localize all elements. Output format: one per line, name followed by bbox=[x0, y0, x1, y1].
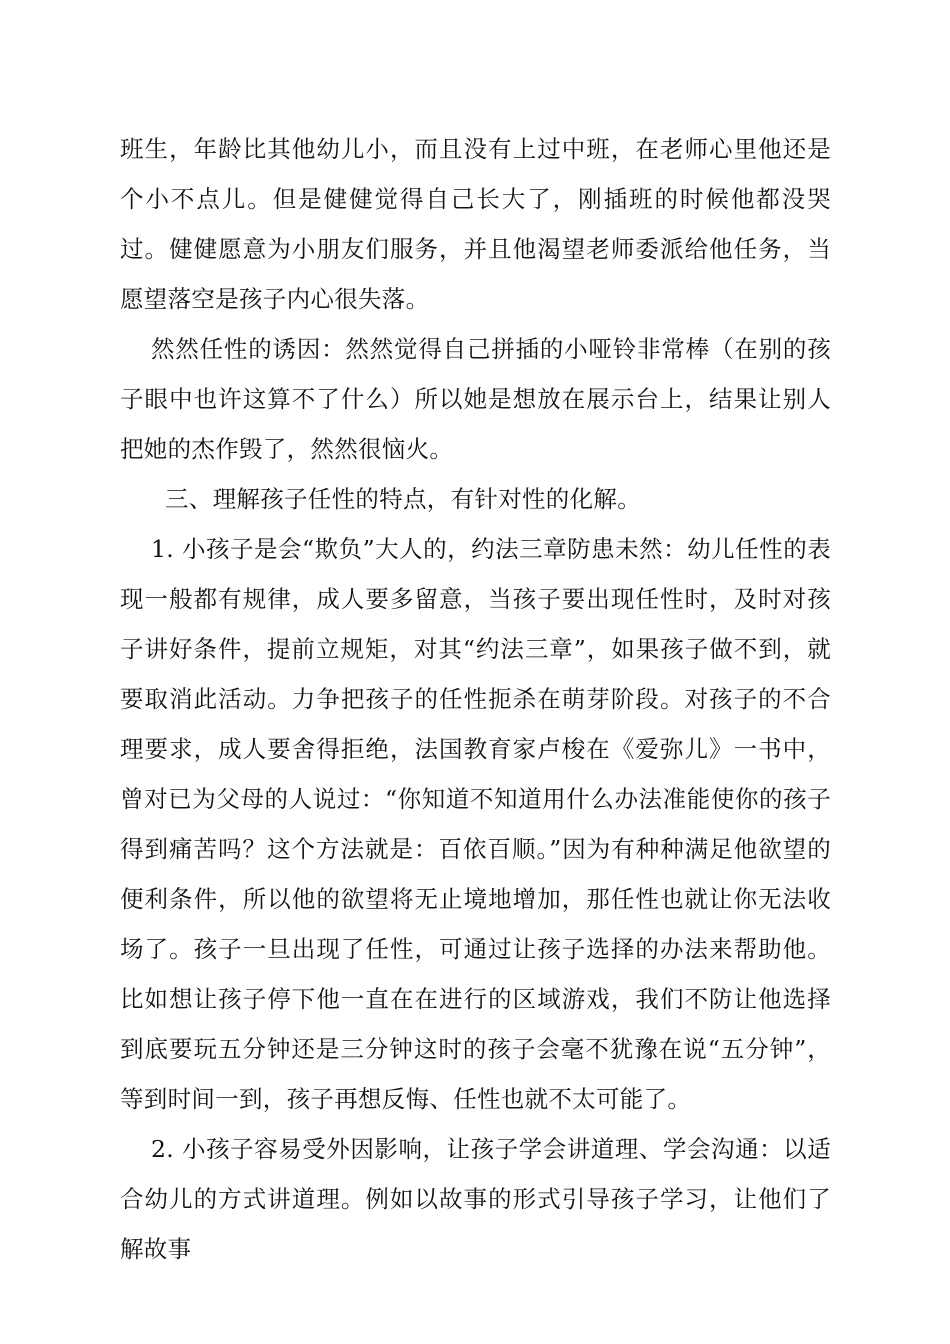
document-page bbox=[120, 124, 831, 1274]
paragraph-continuation: 班生，年龄比其他幼儿小，而且没有上过中班，在老师心里他还是个小不点儿。但是健健觉得自己长大了，刚插班的时候他都没哭过。健健愿意为小朋友们服务，并且他渴望老师委派给他任务，当愿望落空是孩子内心很失落。 bbox=[120, 135, 831, 313]
paragraph-ranran-cause: 然然任性的诱因：然然觉得自己拼插的小哑铃非常棒（在别的孩子眼中也许这算不了什么）所以她是想放在展示台上，结果让别人把她的杰作毁了，然然很恼火。 bbox=[120, 335, 831, 463]
section-heading-three: 三、理解孩子任性的特点，有针对性的化解。 bbox=[165, 485, 641, 513]
paragraph-item-one: 1. 小孩子是会“欺负”大人的，约法三章防患未然：幼儿任性的表现一般都有规律，成人要多留意，当孩子要出现任性时，及时对孩子讲好条件，提前立规矩，对其“约法三章”，如果孩子做不到，就要取消此活动。力争把孩子的任性扼杀在萌芽阶段。对孩子的不合理要求，成人要舍得拒绝，法国教育家卢梭在《爱弥儿》一书中，曾对已为父母的人说过：“你知道不知道用什么办法准能使你的孩子得到痛苦吗？这个方法就是：百依百顺。”因为有种种满足他欲望的便利条件，所以他的欲望将无止境地增加，那任性也就让你无法收场了。孩子一旦出现了任性，可通过让孩子选择的办法来帮助他。比如想让孩子停下他一直在在进行的区域游戏，我们不防让他选择到底要玩五分钟还是三分钟这时的孩子会毫不犹豫在说“五分钟”，等到时间一到，孩子再想反悔、任性也就不太可能了。 bbox=[120, 535, 831, 1113]
paragraph-item-two: 2. 小孩子容易受外因影响，让孩子学会讲道理、学会沟通：以适合幼儿的方式讲道理。例如以故事的形式引导孩子学习，让他们了解故事 bbox=[120, 1135, 831, 1263]
